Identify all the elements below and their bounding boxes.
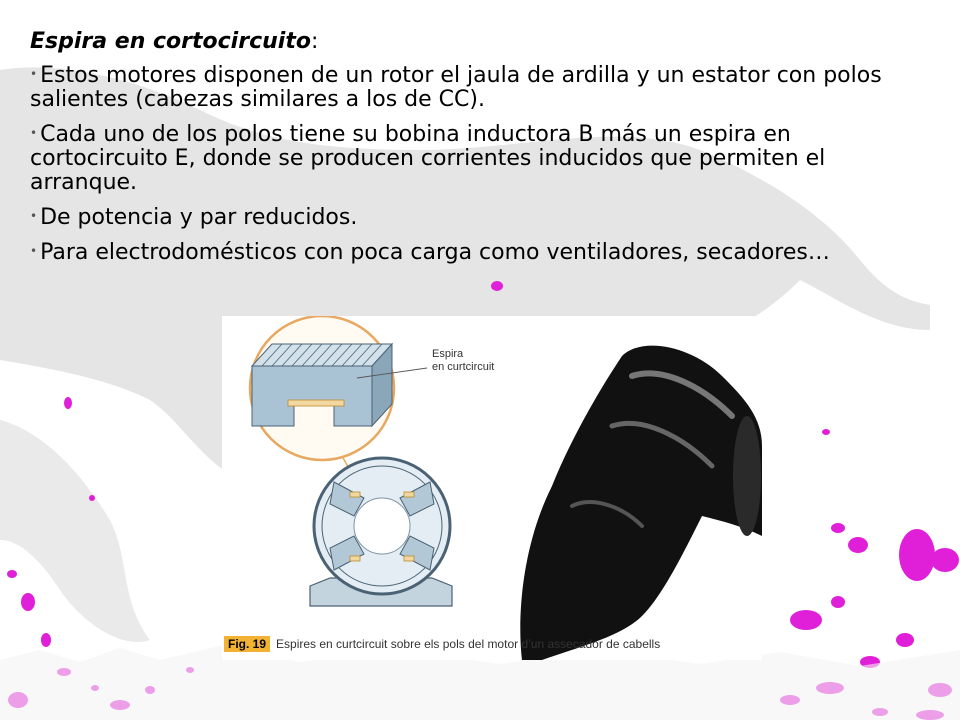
bullet-dot: • [30, 244, 38, 258]
caption-text: Espires en curtcircuit sobre els pols del motor d’un assecador de cabells [276, 637, 661, 651]
bullet-item: • De potencia y par reducidos. [30, 205, 358, 230]
callout-label: Espira en curtcircuit [432, 348, 495, 373]
motor-stator [310, 458, 452, 606]
bullet-dot: • [30, 126, 38, 140]
bullet-item: • Para electrodomésticos con poca carga como ventiladores, secadores… [30, 240, 830, 265]
figure-caption [224, 636, 660, 652]
bullet-list [30, 62, 920, 265]
bullet-dot: • [30, 209, 38, 223]
hair-dryer-photo [520, 346, 762, 660]
bullet-item: • Cada uno de los polos tiene su bobina inductora B más un espira en cortocircuito E, donde se producen corrientes inducidos que permiten el arranque. [30, 122, 826, 195]
slide-content [30, 28, 920, 274]
bullet-item: • Estos motores disponen de un rotor el jaula de ardilla y un estator con polos salientes (cabezas similares a los de CC). [30, 63, 882, 112]
slide-title: Espira en cortocircuito: [30, 29, 319, 54]
motor-figure [222, 316, 762, 660]
bullet-dot: • [30, 67, 38, 81]
figure-number: Fig. 19 [224, 636, 270, 652]
